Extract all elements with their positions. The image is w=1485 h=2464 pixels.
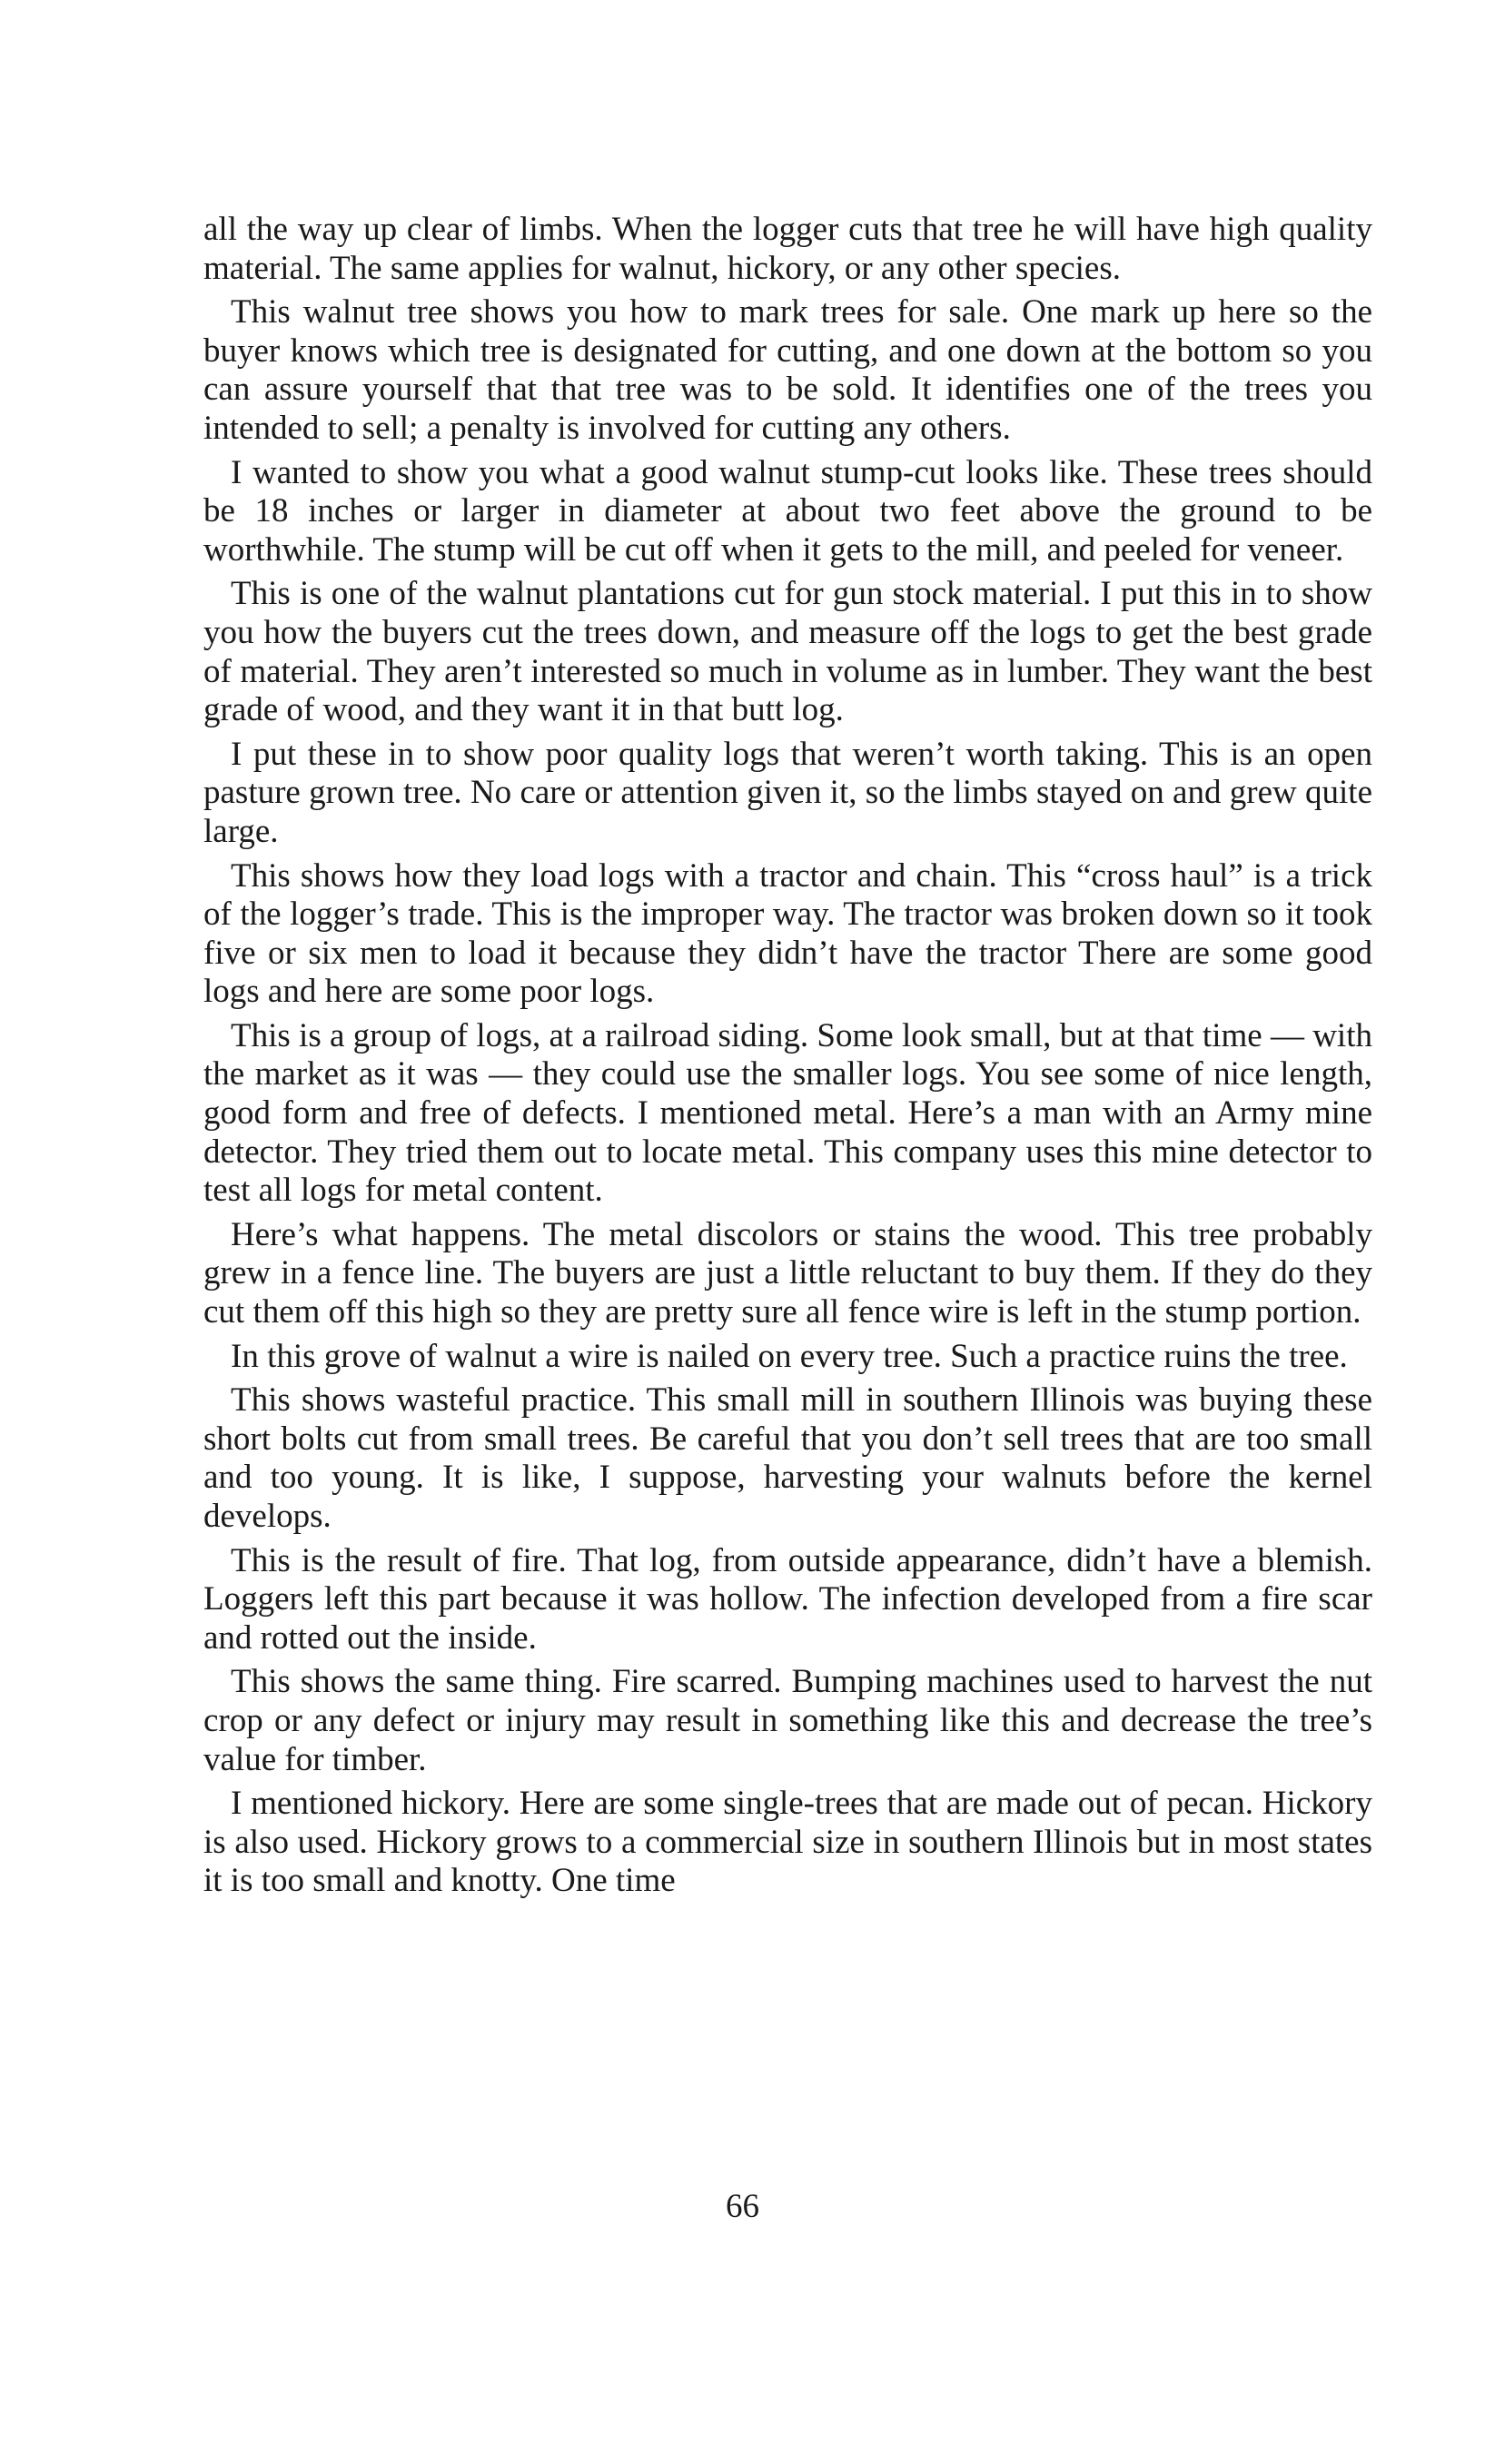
paragraph: This walnut tree shows you how to mark trees for sale. One mark up here so the buyer knows which tree is designated for cutting, and one down at the bottom so you can assure yourself that that tree was to be sold. It identifies one of the trees you intended to sell; a penalty is involved for cutting any others. [203, 293, 1372, 447]
paragraph: all the way up clear of limbs. When the logger cuts that tree he will have high quality material. The same applies for walnut, hickory, or any other species. [203, 211, 1372, 287]
paragraph: This shows how they load logs with a tractor and chain. This “cross haul” is a trick of the logger’s trade. This is the improper way. The tractor was broken down so it took five or six men to load it because they didn’t have the tractor There are some good logs and here are some poor logs. [203, 856, 1372, 1011]
paragraph: This shows wasteful practice. This small mill in southern Illinois was buying these short bolts cut from small trees. Be careful that you don’t sell trees that are too small and too young. It is like, I suppose, harvesting your walnuts before the kernel develops. [203, 1381, 1372, 1535]
paragraph: This is a group of logs, at a railroad siding. Some look small, but at that time — with the market as it was — they could use the smaller logs. You see some of nice length, good form and free of defects. I mentioned metal. Here’s a man with an Army mine detector. They tried them out to locate metal. This company uses this mine detector to test all logs for metal content. [203, 1016, 1372, 1210]
paragraph: This is one of the walnut plantations cut for gun stock material. I put this in to show you how the buyers cut the trees down, and measure off the logs to get the best grade of material. They aren’t interested so much in volume as in lumber. They want the best grade of wood, and they want it in that butt log. [203, 575, 1372, 729]
paragraph: This is the result of fire. That log, from outside appearance, didn’t have a blemish. Loggers left this part because it was hollow. The infection developed from a fire scar and rotted out the inside. [203, 1541, 1372, 1657]
paragraph: In this grove of walnut a wire is nailed on every tree. Such a practice ruins the tree. [231, 1337, 1348, 1375]
page-number: 66 [726, 2188, 759, 2225]
paragraph: I wanted to show you what a good walnut stump-cut looks like. These trees should be 18 inches or larger in diameter at about two feet above the ground to be worthwhile. The stump will be cut off when it gets to the mill, and peeled for veneer. [203, 453, 1372, 569]
paragraph: This shows the same thing. Fire scarred. Bumping machines used to harvest the nut crop or any defect or injury may result in something like this and decrease the tree’s value for timber. [203, 1663, 1372, 1778]
body-text [203, 211, 1372, 1906]
paragraph: I mentioned hickory. Here are some single-trees that are made out of pecan. Hickory is also used. Hickory grows to a commercial size in southern Illinois but in most states it is too small and knotty. One time [203, 1785, 1372, 1900]
paragraph: Here’s what happens. The metal discolors or stains the wood. This tree probably grew in a fence line. The buyers are just a little reluctant to buy them. If they do they cut them off this high so they are pretty sure all fence wire is left in the stump portion. [203, 1215, 1372, 1331]
paragraph: I put these in to show poor quality logs that weren’t worth taking. This is an open pasture grown tree. No care or attention given it, so the limbs stayed on and grew quite large. [203, 735, 1372, 850]
